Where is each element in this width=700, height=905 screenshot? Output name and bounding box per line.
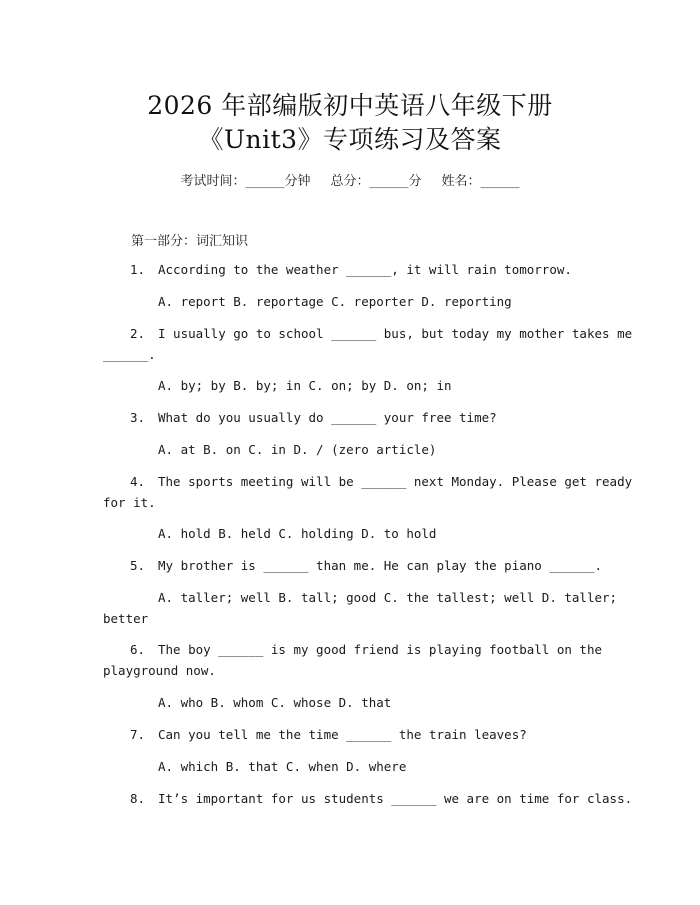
question-number: 4. xyxy=(130,474,146,489)
question-2-continuation: ______. xyxy=(103,347,156,362)
question-text: My brother is ______ than me. He can play the piano ______. xyxy=(158,558,603,573)
document-title-line-2: 《Unit3》专项练习及答案 xyxy=(198,125,502,154)
question-number: 1. xyxy=(130,262,146,277)
question-4-continuation: for it. xyxy=(103,495,156,510)
question-text: The boy ______ is my good friend is playing football on the xyxy=(158,642,603,657)
question-text: The sports meeting will be ______ next Monday. Please get ready xyxy=(158,474,633,489)
question-1 xyxy=(103,262,572,277)
question-7-options: A. which B. that C. when D. where xyxy=(158,759,407,774)
exam-total-score: 总分：______分 xyxy=(330,174,422,189)
question-text: Can you tell me the time ______ the train leaves? xyxy=(158,727,527,742)
question-5 xyxy=(103,558,602,573)
document-title-line-1: 2026 年部编版初中英语八年级下册 xyxy=(147,91,553,120)
question-5-options: A. taller; well B. tall; good C. the tallest; well D. taller; xyxy=(158,590,618,605)
question-4 xyxy=(103,474,632,489)
question-text: It’s important for us students ______ we are on time for class. xyxy=(158,791,633,806)
question-text: What do you usually do ______ your free time? xyxy=(158,410,497,425)
question-4-options: A. hold B. held C. holding D. to hold xyxy=(158,526,437,541)
question-number: 5. xyxy=(130,558,146,573)
question-8 xyxy=(103,791,632,806)
question-number: 2. xyxy=(130,326,146,341)
exam-student-name: 姓名：______ xyxy=(441,174,520,189)
question-number: 3. xyxy=(130,410,146,425)
exam-info xyxy=(0,170,700,189)
question-2-options: A. by; by B. by; in C. on; by D. on; in xyxy=(158,378,452,393)
question-5-options-continuation: better xyxy=(103,611,149,626)
question-3-options: A. at B. on C. in D. / (zero article) xyxy=(158,442,437,457)
question-3 xyxy=(103,410,497,425)
question-6 xyxy=(103,642,602,657)
question-number: 7. xyxy=(130,727,146,742)
question-7 xyxy=(103,727,527,742)
question-number: 6. xyxy=(130,642,146,657)
question-1-options: A. report B. reportage C. reporter D. reporting xyxy=(158,294,512,309)
question-6-continuation: playground now. xyxy=(103,663,216,678)
exam-time: 考试时间：______分钟 xyxy=(180,174,311,189)
question-number: 8. xyxy=(130,791,146,806)
question-text: According to the weather ______, it will rain tomorrow. xyxy=(158,262,572,277)
question-6-options: A. who B. whom C. whose D. that xyxy=(158,695,392,710)
question-2 xyxy=(103,326,632,341)
section-title: 第一部分：词汇知识 xyxy=(131,234,249,249)
question-text: I usually go to school ______ bus, but today my mother takes me xyxy=(158,326,633,341)
